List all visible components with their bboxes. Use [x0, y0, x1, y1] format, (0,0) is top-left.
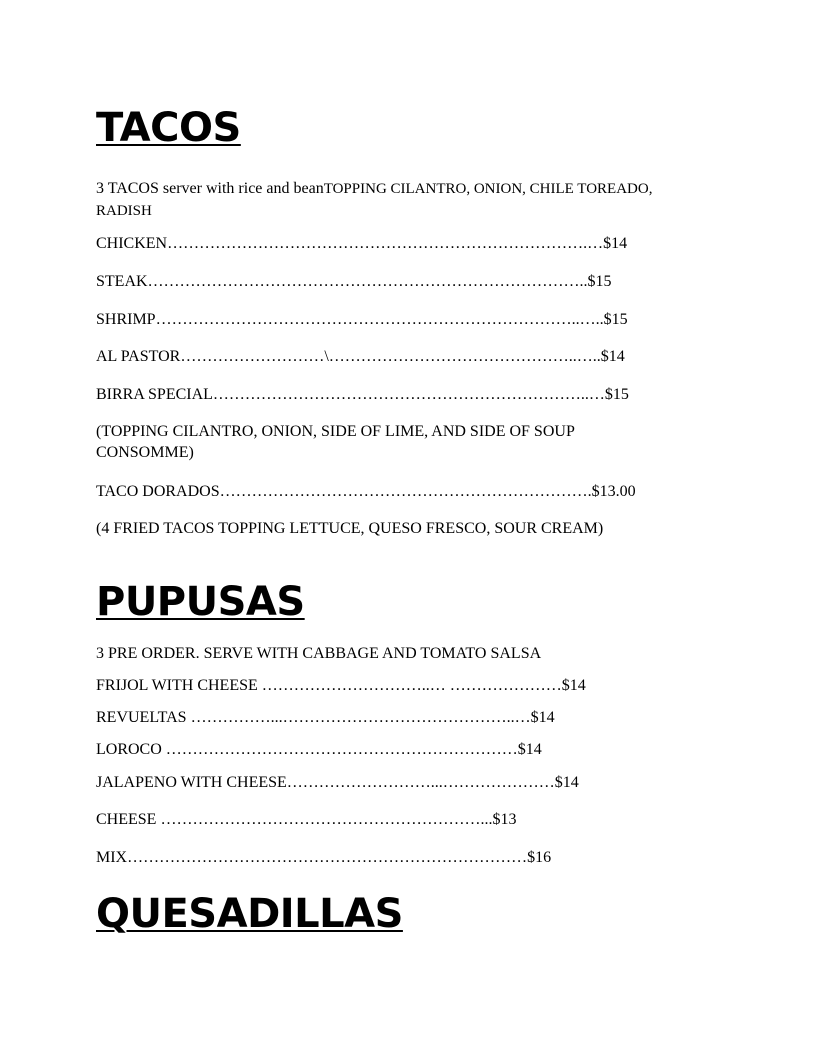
tacos-heading: TACOS: [96, 105, 241, 151]
menu-item-cheese: CHEESE ……………………………………………………...$13: [96, 811, 517, 828]
quesadillas-heading: QUESADILLAS: [96, 891, 403, 937]
menu-item-frijol-with-cheese: FRIJOL WITH CHEESE …………………………..… …………………$14: [96, 677, 586, 694]
menu-item-taco-dorados: TACO DORADOS…………………………………………………………….$13.00: [96, 483, 636, 500]
pupusas-intro: 3 PRE ORDER. SERVE WITH CABBAGE AND TOMATO SALSA: [96, 645, 542, 662]
menu-item-al-pastor: AL PASTOR………………………\………………………………………..…..$14: [96, 348, 625, 365]
tacos-intro-main: 3 TACOS server with rice and bean: [96, 180, 324, 197]
tacos-intro-topping: TOPPING CILANTRO, ONION, CHILE TOREADO, RADISH: [96, 181, 653, 219]
pupusas-heading: PUPUSAS: [96, 579, 305, 625]
menu-item-loroco: LOROCO …………………………………………………………$14: [96, 741, 542, 758]
menu-item-steak: STEAK………………………………………………………………………..$15: [96, 273, 612, 290]
dorados-note: (4 FRIED TACOS TOPPING LETTUCE, QUESO FRESCO, SOUR CREAM): [96, 520, 604, 537]
menu-item-shrimp: SHRIMP……………………………………………………………………..…..$15: [96, 311, 628, 328]
menu-item-jalapeno-with-cheese: JALAPENO WITH CHEESE………………………...…………………$14: [96, 774, 579, 791]
birria-note: (TOPPING CILANTRO, ONION, SIDE OF LIME, AND SIDE OF SOUP CONSOMME): [96, 423, 575, 461]
menu-item-revueltas: REVUELTAS ……………...……………………………………..…$14: [96, 709, 555, 726]
menu-item-chicken: CHICKEN…………………………………………………………………….…$14: [96, 235, 628, 252]
menu-item-birra-special: BIRRA SPECIAL……………………………………………………………..…$15: [96, 386, 629, 403]
menu-item-mix: MIX…………………………………………………………………$16: [96, 849, 552, 866]
tacos-intro: [96, 178, 706, 222]
